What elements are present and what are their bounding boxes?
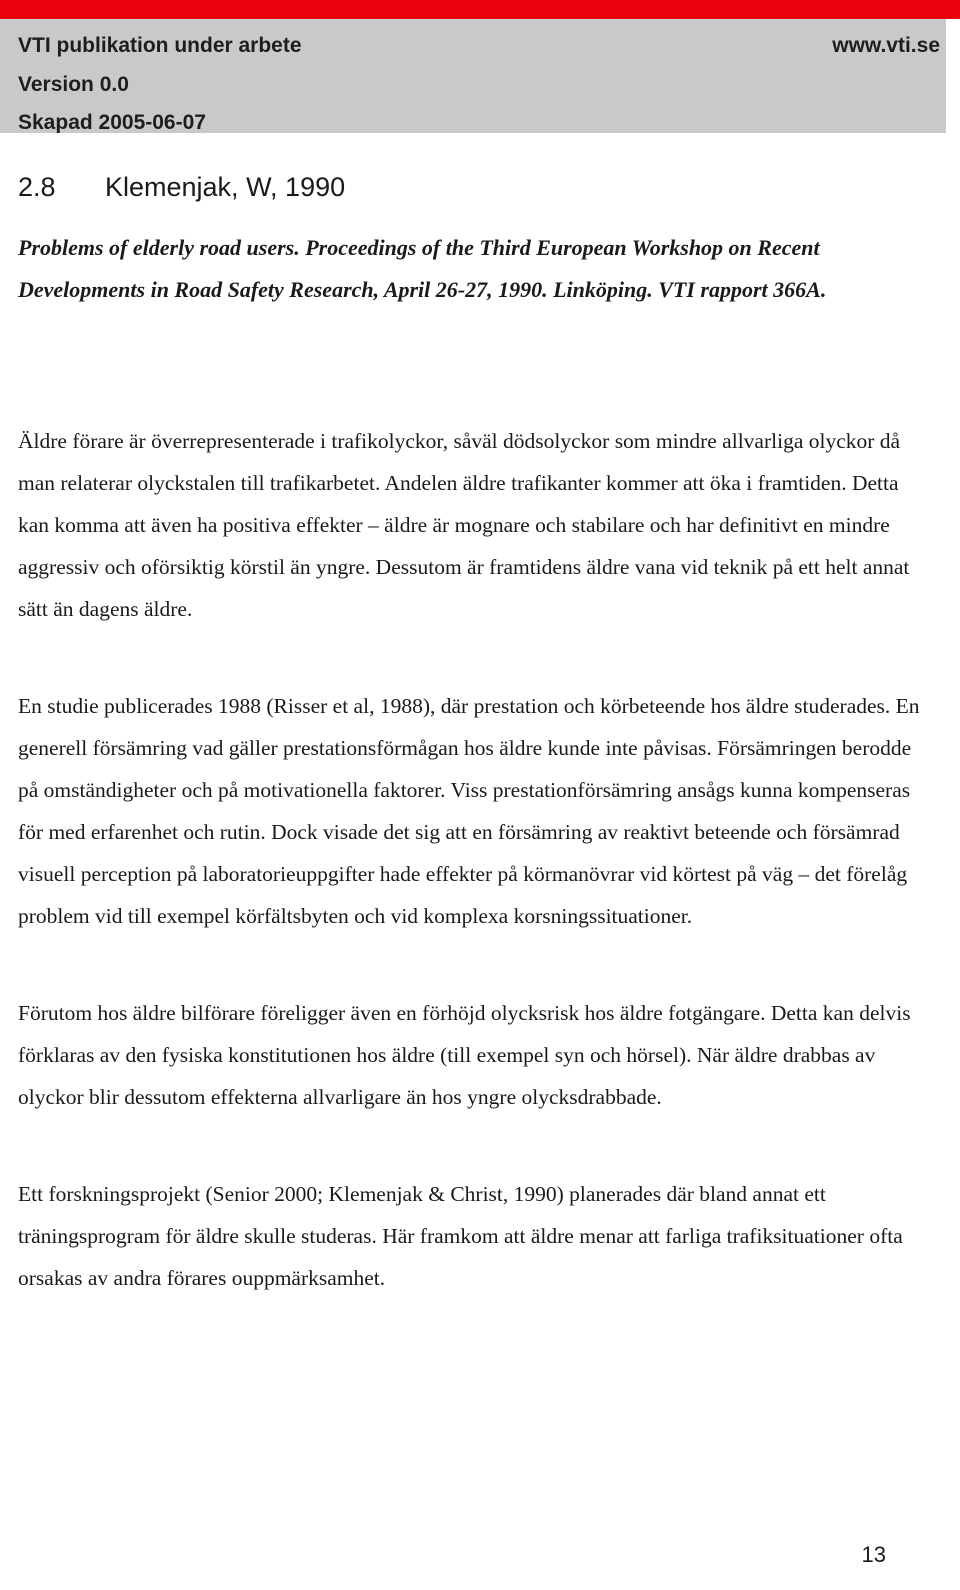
header-created-date: Skapad 2005-06-07 <box>18 111 206 133</box>
red-accent-bar <box>0 0 960 19</box>
body-paragraph: Förutom hos äldre bilförare föreligger även en förhöjd olycksrisk hos äldre fotgängare. Detta kan delvis förklaras av den fysiska konstitutionen hos äldre (till exempel syn och hörsel). När äldre drabbas av olyckor blir dessutom effekterna allvarligare än hos yngre olycksdrabbade. <box>18 1001 911 1109</box>
section-heading <box>18 172 345 203</box>
section-number: 2.8 <box>18 172 56 202</box>
reference-citation: Problems of elderly road users. Proceedings of the Third European Workshop on Recent Developments in Road Safety Research, April 26-27, 1990. Linköping. VTI rapport 366A. <box>18 235 827 302</box>
body-paragraph: Äldre förare är överrepresenterade i trafikolyckor, såväl dödsolyckor som mindre allvarliga olyckor då man relaterar olyckstalen till trafikarbetet. Andelen äldre trafikanter kommer att öka i framtiden. Detta kan komma att även ha positiva effekter – äldre är mognare och stabilare och har definitivt en mindre aggressiv och oförsiktig körstil än yngre. Dessutom är framtidens äldre vana vid teknik på ett helt annat sätt än dagens äldre. <box>18 429 910 621</box>
header-publication: VTI publikation under arbete <box>18 34 302 57</box>
header-website: www.vti.se <box>832 34 940 57</box>
body-paragraph: Ett forskningsprojekt (Senior 2000; Klemenjak & Christ, 1990) planerades där bland annat ett träningsprogram för äldre skulle studeras. Här framkom att äldre menar att farliga trafiksituationer ofta orsakas av andra förares ouppmärksamhet. <box>18 1182 903 1290</box>
section-title: Klemenjak, W, 1990 <box>105 172 346 202</box>
document-header <box>0 19 946 133</box>
header-version: Version 0.0 <box>18 73 129 96</box>
page-number: 13 <box>861 1542 886 1567</box>
body-paragraph: En studie publicerades 1988 (Risser et al, 1988), där prestation och körbeteende hos äldre studerades. En generell försämring vad gäller prestationsförmågan hos äldre kunde inte påvisas. Försämringen berodde på omständigheter och på motivationella faktorer. Viss prestationförsämring ansågs kunna kompenseras för med erfarenhet och rutin. Dock visade det sig att en försämring av reaktivt beteende och försämrad visuell perception på laboratorieuppgifter hade effekter på körmanövrar vid körtest på väg – det förelåg problem vid till exempel körfältsbyten och vid komplexa korsningssituationer. <box>18 694 920 928</box>
